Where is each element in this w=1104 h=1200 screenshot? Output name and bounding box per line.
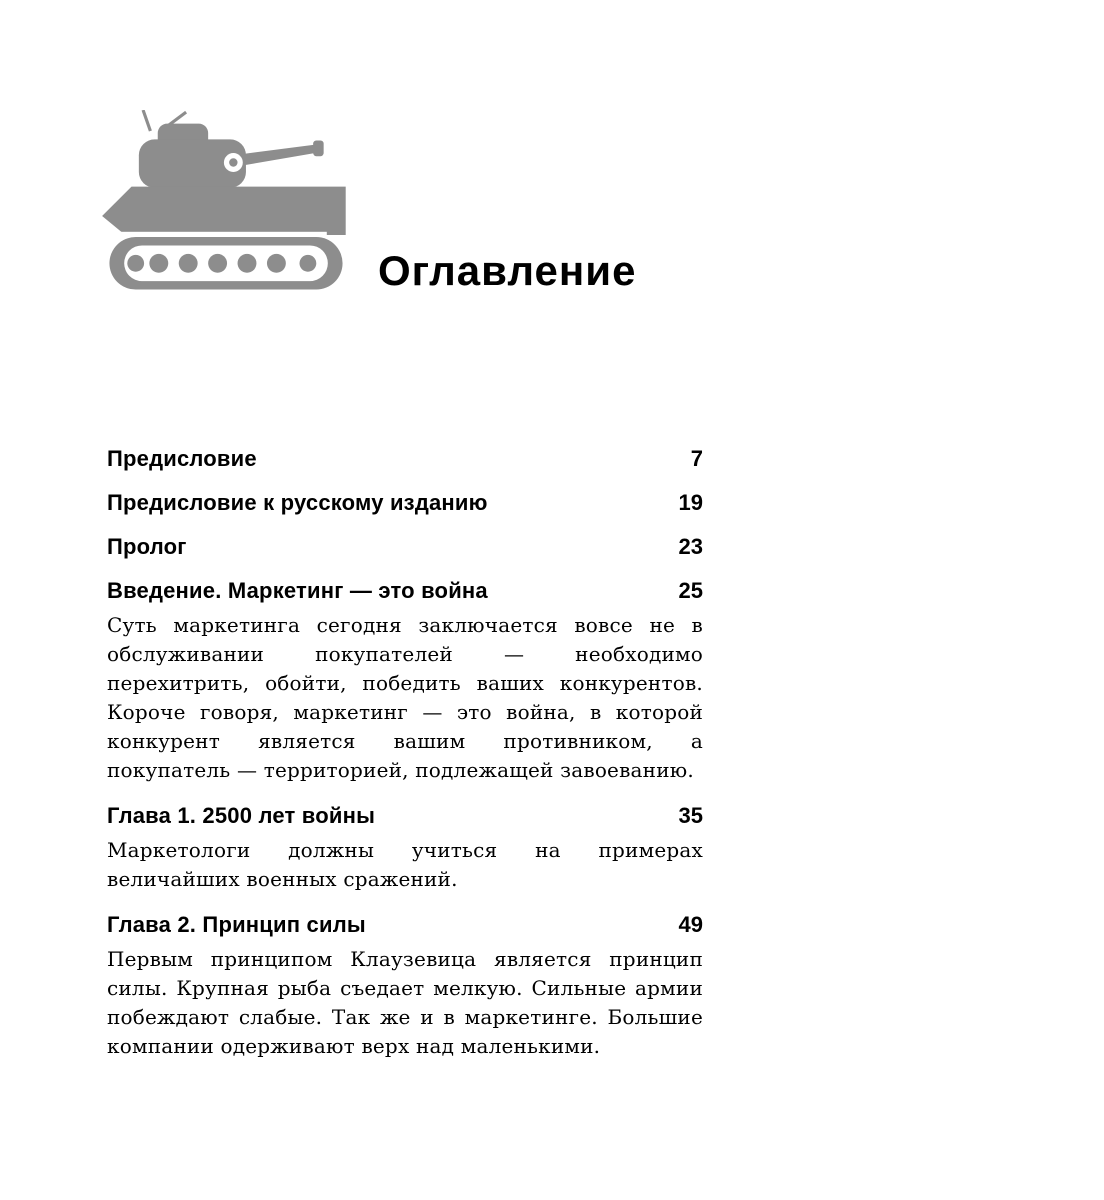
toc-entry-title: Введение. Маркетинг — это война bbox=[107, 578, 488, 603]
toc-entry-page: 25 bbox=[678, 578, 703, 603]
toc-entry-description: Суть маркетинга сегодня заключается вовсе не в обслуживании покупателей — необходимо перехитрить, обойти, победить ваших конкурентов. Короче говоря, маркетинг — это война, в которой конкурент является вашим противником, а покупатель — территорией, подлежащей завоеванию. bbox=[107, 613, 703, 782]
toc-entry-page: 49 bbox=[678, 912, 703, 937]
toc-line bbox=[107, 578, 703, 604]
toc-entry-page: 19 bbox=[678, 490, 703, 515]
toc-entry-title: Предисловие bbox=[107, 446, 257, 471]
toc-entry-page: 7 bbox=[690, 446, 703, 471]
toc-entry-title: Глава 1. 2500 лет войны bbox=[107, 803, 376, 828]
toc-entry bbox=[107, 912, 703, 1061]
toc-entry bbox=[107, 534, 703, 560]
toc-entry-page: 23 bbox=[678, 534, 703, 559]
toc-entry-page: 35 bbox=[678, 803, 703, 828]
toc-entry bbox=[107, 490, 703, 516]
toc-entry-title: Предисловие к русскому изданию bbox=[107, 490, 488, 515]
toc-entry-title: Пролог bbox=[107, 534, 187, 559]
page-header bbox=[100, 110, 636, 300]
toc-entry bbox=[107, 803, 703, 894]
toc-entry-description: Маркетологи должны учиться на примерах величайших военных сражений. bbox=[107, 838, 703, 891]
toc bbox=[107, 446, 703, 1061]
toc-line bbox=[107, 803, 703, 829]
tank-icon bbox=[100, 110, 352, 300]
toc-entry-description: Первым принципом Клаузевица является принцип силы. Крупная рыба съедает мелкую. Сильные армии побеждают слабые. Так же и в маркетинге. Большие компании одерживают верх над маленькими. bbox=[107, 947, 703, 1058]
toc-line bbox=[107, 490, 703, 516]
toc-entry bbox=[107, 578, 703, 785]
toc-line bbox=[107, 446, 703, 472]
toc-entry bbox=[107, 446, 703, 472]
toc-line bbox=[107, 534, 703, 560]
toc-line bbox=[107, 912, 703, 938]
page-title: Оглавление bbox=[378, 247, 637, 294]
toc-entry-title: Глава 2. Принцип силы bbox=[107, 912, 366, 937]
